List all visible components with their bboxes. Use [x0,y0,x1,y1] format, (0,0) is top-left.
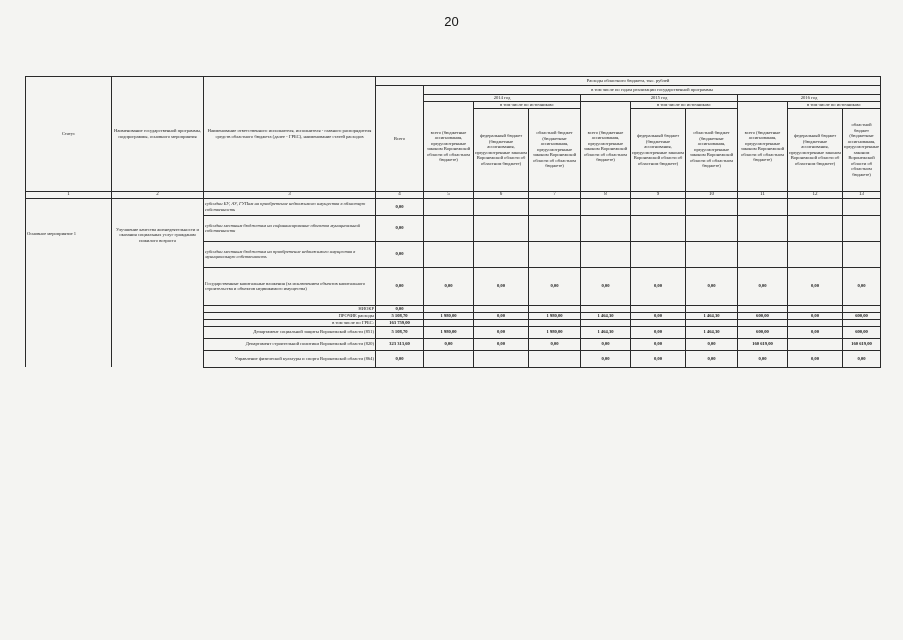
row-value [738,215,788,241]
row-value: 1 980,00 [424,326,474,338]
row-value [738,319,788,326]
row-value [581,215,631,241]
row-value: 0,00 [474,326,529,338]
row-value [424,319,474,326]
column-number: 2 [112,191,204,198]
row-value [788,215,843,241]
row-value [474,350,529,367]
row-value: 0,00 [581,350,631,367]
row-total: 323 313,60 [376,338,424,350]
row-value: 0,00 [738,267,788,305]
header-col-federal-2016: федеральный бюджет (бюджетные ассигнования, предусмотренные законом Воронежской области об областном бюджете) [788,108,843,191]
header-year-2015: 2015 год [581,95,738,102]
column-number: 13 [843,191,881,198]
row-value [843,241,881,267]
row-value [529,198,581,215]
row-value [738,198,788,215]
row-value: 600,00 [843,326,881,338]
page-number: 20 [444,14,459,29]
row-value: 0,00 [686,338,738,350]
header-col-regional-2015: областной бюджет (бюджетные ассигнования, предусмотренные законом Воронежской области об областном бюджете) [686,108,738,191]
row-value: 1 464,30 [581,312,631,319]
row-value: 1 464,30 [686,312,738,319]
column-number: 4 [376,191,424,198]
row-value: 1 980,00 [529,312,581,319]
row-value: 0,00 [788,326,843,338]
header-program-name: Наименование государственной программы, подпрограммы, основного мероприятия [112,77,204,192]
row-total: 0,00 [376,267,424,305]
table-row [26,198,881,215]
row-value: 160 619,00 [843,338,881,350]
header-col-all-2015: всего (бюджетные ассигнования, предусмотренные законом Воронежской области об областном бюджете) [581,102,631,192]
row-value [529,241,581,267]
row-value: 0,00 [581,267,631,305]
row-value [788,241,843,267]
row-value: 0,00 [424,338,474,350]
header-col-all-2016: всего (бюджетные ассигнования, предусмотренные законом Воронежской области об областном бюджете) [738,102,788,192]
row-value [788,319,843,326]
header-executor: Наименование ответственного исполнителя, исполнителя - главного распорядителя средств областного бюджета (далее - ГРБС), наименование статей расходов [204,77,376,192]
row-total: 0,00 [376,198,424,215]
row-value [843,198,881,215]
row-label: субсидии местным бюджетам на приобретение недвижимого имущества в муниципальную собственность [204,241,376,267]
column-number: 6 [474,191,529,198]
row-value [529,350,581,367]
row-value: 0,00 [581,338,631,350]
header-status: Статус [26,77,112,192]
header-total: Всего [376,86,424,192]
row-value [581,241,631,267]
row-total: 5 108,70 [376,312,424,319]
row-total: 0,00 [376,305,424,312]
row-value: 0,00 [474,267,529,305]
row-value [424,241,474,267]
header-year-2014: 2014 год [424,95,581,102]
row-value [424,350,474,367]
header-sources-2015: в том числе по источникам: [631,102,738,109]
header-col-regional-2016: областной бюджет (бюджетные ассигнования, предусмотренные законом Воронежской области об областном бюджете) [843,108,881,191]
header-expenses: Расходы областного бюджета, тыс. рублей [376,77,881,86]
row-value: 600,00 [738,326,788,338]
row-label: Управление физической культуры и спорта Воронежской области (864) [204,350,376,367]
budget-table-wrapper [25,76,880,368]
row-value [529,319,581,326]
column-number: 11 [738,191,788,198]
row-value [631,241,686,267]
row-value [788,305,843,312]
row-value [474,198,529,215]
row-value [581,198,631,215]
row-value: 0,00 [843,267,881,305]
header-col-federal-2014: федеральный бюджет (бюджетные ассигнования, предусмотренные законом Воронежской области об областном бюджете) [474,108,529,191]
row-value [686,319,738,326]
row-total: 0,00 [376,350,424,367]
header-col-all-2014: всего (бюджетные ассигнования, предусмотренные законом Воронежской области об областном бюджете) [424,102,474,192]
row-value: 0,00 [686,267,738,305]
header-by-years: в том числе по годам реализации государственной программы [424,86,881,95]
row-value [843,319,881,326]
row-value [529,215,581,241]
row-label: субсидии местным бюджетам на софинансирование объектов муниципальной собственности [204,215,376,241]
row-value [631,305,686,312]
header-sources-2016: в том числе по источникам: [788,102,881,109]
row-value [474,241,529,267]
column-number: 10 [686,191,738,198]
column-number: 7 [529,191,581,198]
row-value [738,241,788,267]
row-value: 0,00 [631,350,686,367]
row-total: 0,00 [376,241,424,267]
row-value [686,305,738,312]
row-label: Департамент социальной защиты Воронежской области (851) [204,326,376,338]
column-number: 3 [204,191,376,198]
row-value: 0,00 [474,312,529,319]
row-value [474,305,529,312]
row-value: 0,00 [686,350,738,367]
row-label: Государственные капитальные вложения (за исключением объектов капитального строительства и объектов недвижимого имущества) [204,267,376,305]
row-value: 0,00 [529,267,581,305]
row-value: 0,00 [788,312,843,319]
row-value: 0,00 [631,312,686,319]
column-number: 8 [581,191,631,198]
row-value [631,198,686,215]
row-value: 600,00 [843,312,881,319]
row-value: 0,00 [788,350,843,367]
row-value [631,215,686,241]
row-value [843,305,881,312]
row-value [474,319,529,326]
row-value: 0,00 [529,338,581,350]
row-value: 160 619,00 [738,338,788,350]
row-value [424,305,474,312]
row-value [424,215,474,241]
row-value: 0,00 [631,326,686,338]
row-total: 5 108,70 [376,326,424,338]
column-number: 5 [424,191,474,198]
row-value: 0,00 [631,267,686,305]
row-value [686,198,738,215]
row-label: НИОКР [204,305,376,312]
row-value [686,241,738,267]
row-label: субсидии БУ, АУ, ГУПам на приобретение недвижимого имущества в областную собственность [204,198,376,215]
budget-table [25,76,881,368]
row-value [529,305,581,312]
row-total: 163 759,00 [376,319,424,326]
row-value: 0,00 [788,267,843,305]
row-value [631,319,686,326]
row-total: 0,00 [376,215,424,241]
row-value: 1 464,30 [686,326,738,338]
row-value: 1 980,00 [424,312,474,319]
header-col-regional-2014: областной бюджет (бюджетные ассигнования, предусмотренные законом Воронежской области об областном бюджете) [529,108,581,191]
row-value: 0,00 [738,350,788,367]
column-numbers-row [26,191,881,198]
row-value: 0,00 [474,338,529,350]
row-value [738,305,788,312]
column-number: 12 [788,191,843,198]
row-value: 1 980,00 [529,326,581,338]
row-value [424,198,474,215]
row-value [843,215,881,241]
main-activity-status: Основное мероприятие 1 [26,198,112,367]
header-year-2016: 2016 год [738,95,881,102]
column-number: 9 [631,191,686,198]
row-value [686,215,738,241]
header-col-federal-2015: федеральный бюджет (бюджетные ассигнования, предусмотренные законом Воронежской области об областном бюджете) [631,108,686,191]
row-value: 0,00 [843,350,881,367]
row-label: в том числе по ГРБС: [204,319,376,326]
header-sources-2014: в том числе по источникам: [474,102,581,109]
row-value [788,338,843,350]
row-label: Департамент строительной политики Воронежской области (820) [204,338,376,350]
row-value: 600,00 [738,312,788,319]
row-value: 0,00 [424,267,474,305]
row-label: ПРОЧИЕ расходы [204,312,376,319]
row-value: 0,00 [631,338,686,350]
row-value [474,215,529,241]
main-activity-name: Улучшение качества жизнедеятельности и оказания социальных услуг гражданам пожилого возраста [112,198,204,367]
row-value: 1 464,30 [581,326,631,338]
row-value [581,319,631,326]
row-value [788,198,843,215]
column-number: 1 [26,191,112,198]
row-value [581,305,631,312]
